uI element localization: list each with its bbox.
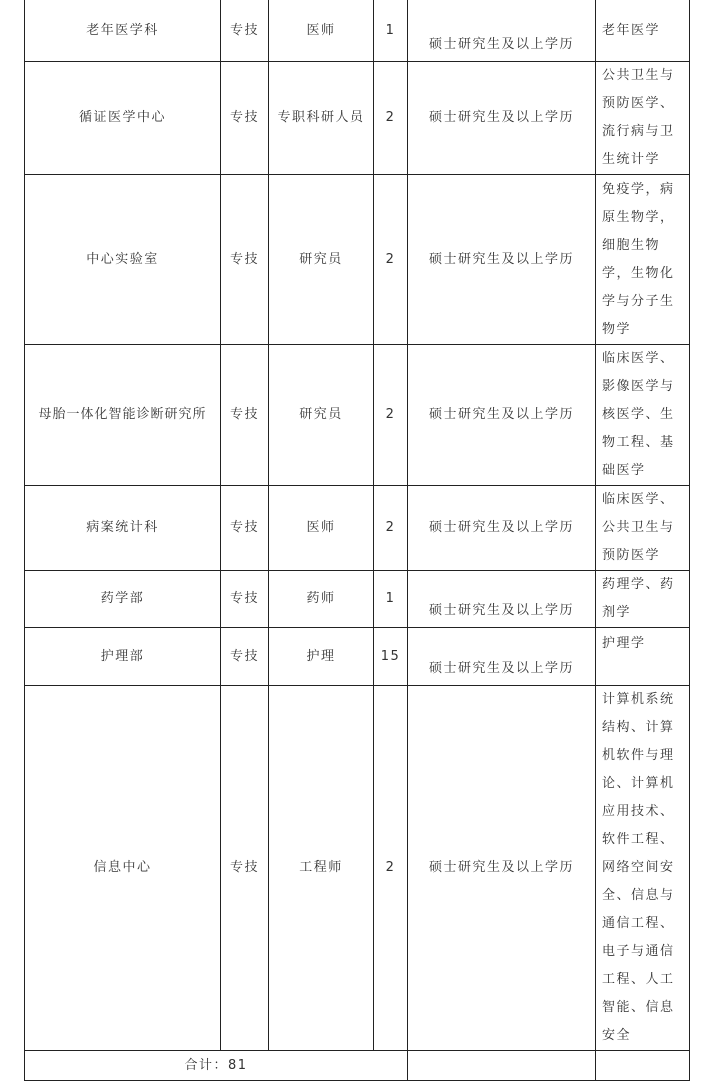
major-cell: 临床医学、 公共卫生与 预防医学 — [596, 486, 690, 571]
position-cell: 医师 — [269, 0, 374, 62]
position-cell: 研究员 — [269, 345, 374, 486]
major-cell: 老年医学 — [596, 0, 690, 62]
count-cell: 15 — [374, 628, 408, 686]
empty-cell — [408, 1051, 596, 1081]
dept-cell: 母胎一体化智能诊断研究所 — [25, 345, 221, 486]
dept-cell: 老年医学科 — [25, 0, 221, 62]
empty-cell — [596, 1051, 690, 1081]
table-row — [25, 0, 690, 62]
major-cell: 药理学、药 剂学 — [596, 571, 690, 628]
position-cell: 护理 — [269, 628, 374, 686]
table-row — [25, 62, 690, 175]
count-cell: 2 — [374, 686, 408, 1051]
dept-cell: 中心实验室 — [25, 175, 221, 345]
table-row — [25, 486, 690, 571]
type-cell: 专技 — [221, 345, 269, 486]
education-cell: 硕士研究生及以上学历 — [408, 571, 596, 628]
table-row — [25, 571, 690, 628]
type-cell: 专技 — [221, 62, 269, 175]
position-cell: 研究员 — [269, 175, 374, 345]
education-cell: 硕士研究生及以上学历 — [408, 345, 596, 486]
count-cell: 2 — [374, 175, 408, 345]
recruitment-table — [24, 0, 690, 1081]
type-cell: 专技 — [221, 175, 269, 345]
education-cell: 硕士研究生及以上学历 — [408, 486, 596, 571]
type-cell: 专技 — [221, 486, 269, 571]
major-cell: 临床医学、 影像医学与 核医学、生 物工程、基 础医学 — [596, 345, 690, 486]
total-label: 合计：81 — [25, 1051, 408, 1081]
position-cell: 医师 — [269, 486, 374, 571]
major-cell: 计算机系统 结构、计算 机软件与理 论、计算机 应用技术、 软件工程、 网络空间安 全、信息与 通信工程、 电子与通信 工程、人工 智能、信息 安全 — [596, 686, 690, 1051]
dept-cell: 护理部 — [25, 628, 221, 686]
education-cell: 硕士研究生及以上学历 — [408, 628, 596, 686]
position-cell: 工程师 — [269, 686, 374, 1051]
education-cell: 硕士研究生及以上学历 — [408, 686, 596, 1051]
position-cell: 专职科研人员 — [269, 62, 374, 175]
major-cell: 公共卫生与 预防医学、 流行病与卫 生统计学 — [596, 62, 690, 175]
type-cell: 专技 — [221, 571, 269, 628]
count-cell: 1 — [374, 571, 408, 628]
total-row — [25, 1051, 690, 1081]
dept-cell: 病案统计科 — [25, 486, 221, 571]
table-row — [25, 175, 690, 345]
education-cell: 硕士研究生及以上学历 — [408, 62, 596, 175]
dept-cell: 循证医学中心 — [25, 62, 221, 175]
table-row — [25, 686, 690, 1051]
dept-cell: 信息中心 — [25, 686, 221, 1051]
count-cell: 2 — [374, 345, 408, 486]
count-cell: 2 — [374, 62, 408, 175]
type-cell: 专技 — [221, 686, 269, 1051]
type-cell: 专技 — [221, 628, 269, 686]
table-row — [25, 345, 690, 486]
education-cell: 硕士研究生及以上学历 — [408, 175, 596, 345]
education-cell: 硕士研究生及以上学历 — [408, 0, 596, 62]
table-row — [25, 628, 690, 686]
type-cell: 专技 — [221, 0, 269, 62]
major-cell: 免疫学，病 原生物学， 细胞生物 学，生物化 学与分子生 物学 — [596, 175, 690, 345]
major-cell: 护理学 — [596, 628, 690, 686]
position-cell: 药师 — [269, 571, 374, 628]
dept-cell: 药学部 — [25, 571, 221, 628]
count-cell: 1 — [374, 0, 408, 62]
count-cell: 2 — [374, 486, 408, 571]
